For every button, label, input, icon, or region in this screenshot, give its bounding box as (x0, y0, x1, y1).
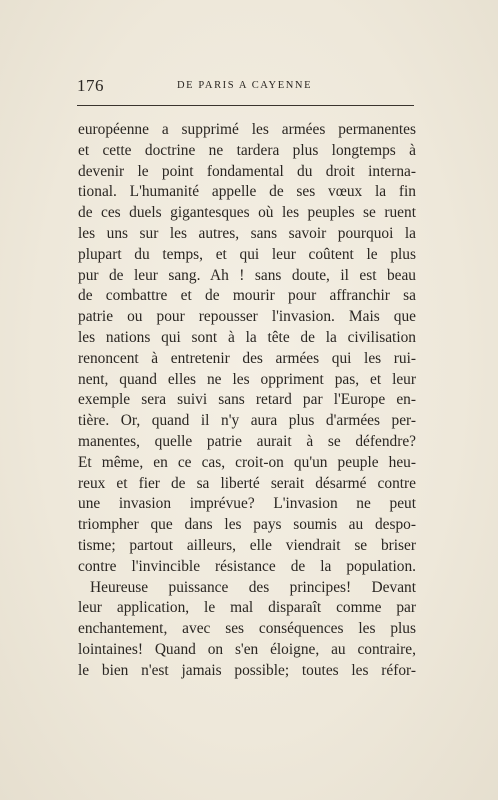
text-line: patrie ou pour repousser l'invasion. Mais que (78, 308, 416, 326)
text-line: les nations qui sont à la tête de la civilisation (78, 328, 416, 346)
text-line: triompher que dans les pays soumis au despo- (78, 516, 416, 534)
text-line: leur application, le mal disparaît comme par (78, 599, 416, 617)
text-line: plupart du temps, et qui leur coûtent le plus (78, 245, 416, 263)
paragraph-first-line: Heureuse puissance des principes! Devant (90, 578, 416, 596)
page-number: 176 (77, 76, 104, 95)
text-line: tional. L'humanité appelle de ses vœux la fin (78, 183, 416, 201)
text-line: devenir le point fondamental du droit interna- (78, 162, 416, 180)
text-line: contre l'invincible résistance de la population. (78, 557, 416, 575)
text-line: une invasion imprévue? L'invasion ne peut (78, 495, 416, 513)
text-line: manentes, quelle patrie aurait à se défendre? (78, 432, 416, 450)
text-line: enchantement, avec ses conséquences les plus (78, 620, 416, 638)
text-line: européenne a supprimé les armées permanentes (78, 121, 416, 138)
text-line: de ces duels gigantesques où les peuples se ruent (78, 204, 416, 222)
text-line: les uns sur les autres, sans savoir pourquoi la (78, 224, 416, 242)
text-line: le bien n'est jamais possible; toutes les réfor- (78, 661, 416, 679)
header-rule (77, 105, 414, 106)
body-text (78, 120, 416, 682)
page-header (77, 76, 414, 102)
text-line: exemple sera suivi sans retard par l'Europe en- (78, 391, 416, 409)
running-title: DE PARIS A CAYENNE (177, 80, 313, 91)
text-line: de combattre et de mourir pour affranchir sa (78, 287, 416, 305)
text-line: lointaines! Quand on s'en éloigne, au contraire, (78, 640, 416, 658)
text-line: tière. Or, quand il n'y aura plus d'armées per- (78, 412, 416, 430)
text-line: et cette doctrine ne tardera plus longtemps à (78, 141, 416, 159)
text-line: renoncent à entretenir des armées qui les rui- (78, 349, 416, 367)
text-line: reux et fier de sa liberté serait désarmé contre (78, 474, 416, 492)
text-line: pur de leur sang. Ah ! sans doute, il est beau (78, 266, 416, 284)
text-line: tisme; partout ailleurs, elle viendrait se briser (78, 536, 416, 554)
text-line: nent, quand elles ne les oppriment pas, et leur (78, 370, 416, 388)
text-line: Et même, en ce cas, croit-on qu'un peuple heu- (78, 453, 416, 471)
